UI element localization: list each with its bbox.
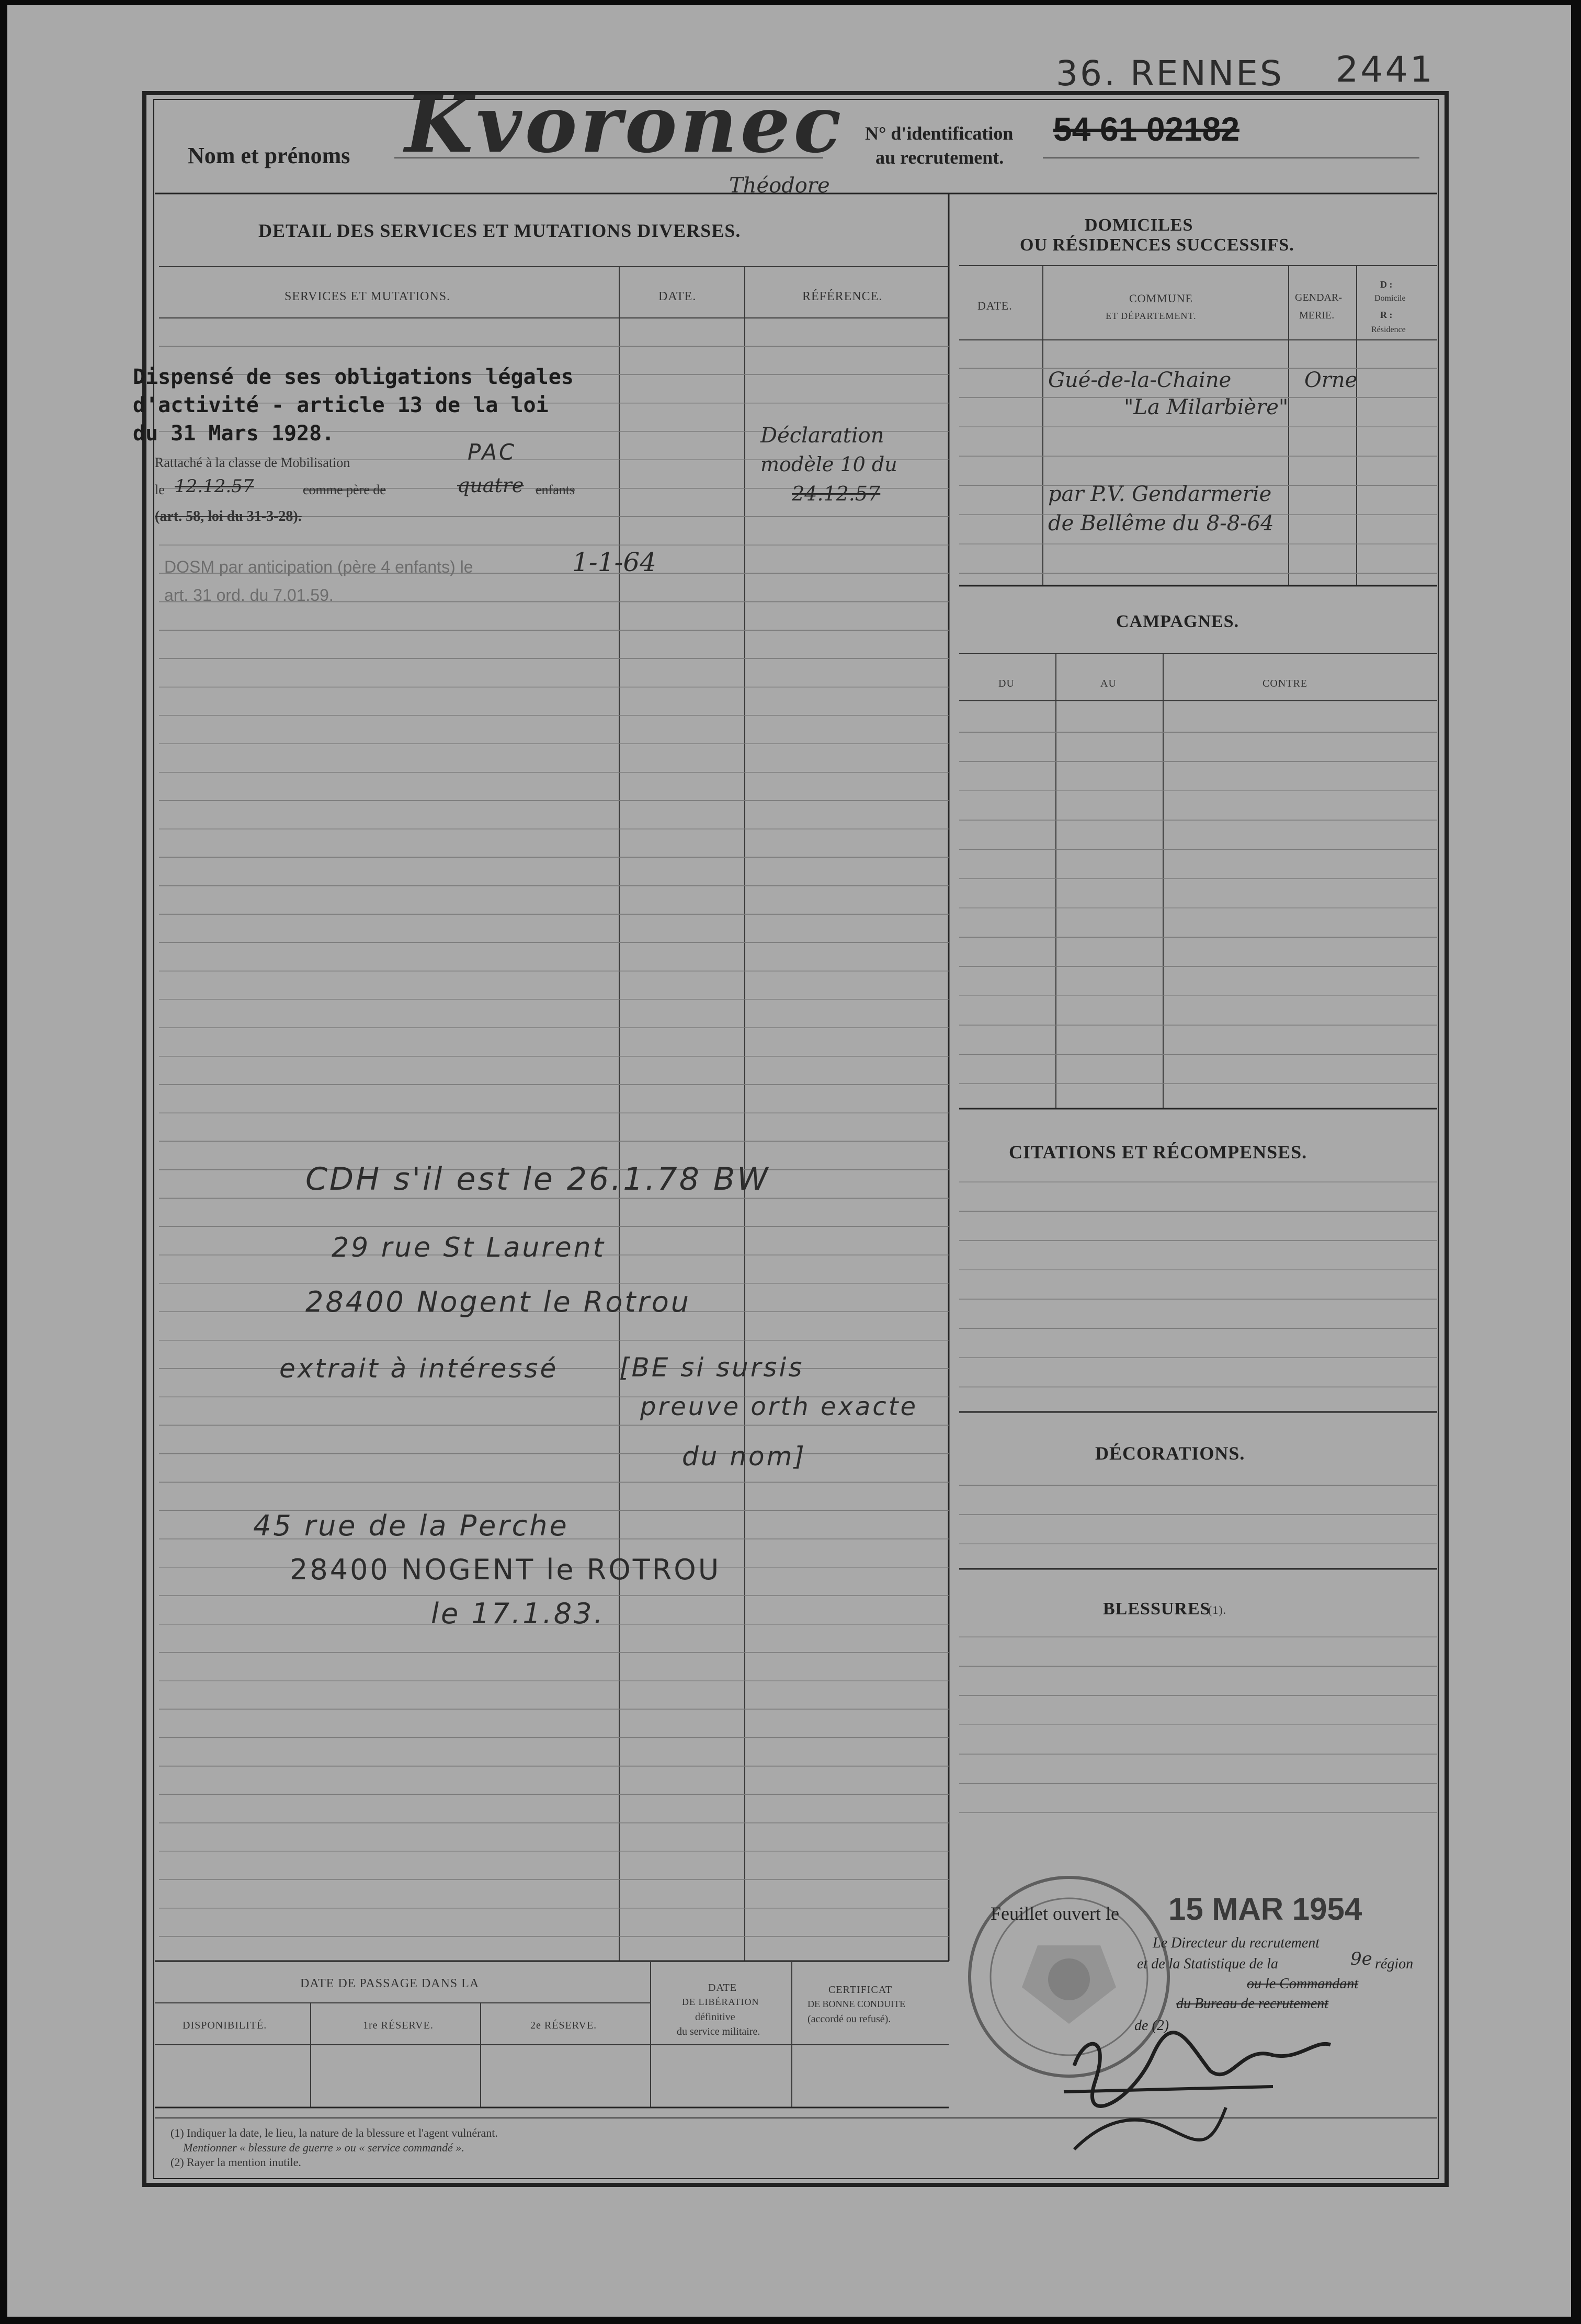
- feuillet-line-3: ou le Commandant: [1247, 1976, 1359, 1992]
- domicile-col-gend-1: GENDAR-: [1295, 292, 1342, 303]
- domicile-col-commune-2: ET DÉPARTEMENT.: [1106, 311, 1197, 321]
- footnote-1-cont: Mentionner « blessure de guerre » ou « service commandé ».: [183, 2141, 464, 2154]
- id-number-value: 54 61 02182: [1053, 110, 1239, 148]
- footer-col-liberation-4: du service militaire.: [677, 2026, 760, 2037]
- stamp-comme-pere: comme père de: [303, 482, 386, 497]
- blessures-note-mark: (1).: [1208, 1603, 1227, 1616]
- id-label-line-1: N° d'identification: [865, 123, 1014, 144]
- services-typed-line-3: du 31 Mars 1928.: [133, 421, 335, 446]
- campagnes-col-du: DU: [998, 678, 1015, 689]
- surname-value: Kvoronec: [405, 78, 845, 170]
- footer-col-liberation-3: définitive: [695, 2011, 735, 2023]
- note-extract: extrait à intéressé: [279, 1353, 559, 1384]
- reference-line-2: modèle 10 du: [760, 453, 897, 476]
- note-preuve: preuve orth exacte: [640, 1392, 918, 1421]
- feuillet-line-4: du Bureau de recrutement: [1176, 1996, 1329, 2012]
- date-col-header: DATE.: [658, 290, 697, 303]
- domicile-entry-4: de Bellême du 8-8-64: [1048, 511, 1274, 536]
- stamp-le-prefix: le: [155, 482, 165, 497]
- footer-col-certificat-3: (accordé ou refusé).: [807, 2013, 891, 2025]
- domiciles-title-1: DOMICILES: [1085, 215, 1193, 235]
- office-annotation: 36. RENNES: [1056, 53, 1284, 94]
- note-address-1: 29 rue St Laurent: [332, 1232, 606, 1263]
- note-address-3: 45 rue de la Perche: [253, 1509, 569, 1542]
- feuillet-line-5: de (2): [1134, 2018, 1169, 2034]
- name-label: Nom et prénoms: [188, 143, 350, 168]
- domicile-col-gend-2: MERIE.: [1299, 310, 1335, 321]
- note-address-2: 28400 Nogent le Rotrou: [305, 1285, 691, 1318]
- domiciles-title-2: OU RÉSIDENCES SUCCESSIFS.: [1020, 235, 1294, 255]
- blessures-title: BLESSURES: [1103, 1599, 1211, 1619]
- note-du-nom: du nom]: [682, 1441, 806, 1472]
- footer-col-disponibilite: DISPONIBILITÉ.: [183, 2020, 267, 2031]
- note-address-4: 28400 NOGENT le ROTROU: [290, 1553, 721, 1586]
- services-typed-line-1: Dispensé de ses obligations légales: [133, 365, 574, 389]
- domicile-col-date: DATE.: [977, 299, 1013, 312]
- footer-col-liberation-2: DE LIBÉRATION: [682, 1997, 759, 2007]
- footer-col-1re-reserve: 1re RÉSERVE.: [363, 2020, 434, 2031]
- dosm-date: 1-1-64: [572, 547, 657, 577]
- feuillet-line-1: Le Directeur du recrutement: [1153, 1935, 1320, 1951]
- services-title: DETAIL DES SERVICES ET MUTATIONS DIVERSES.: [258, 220, 741, 241]
- director-signature: [1053, 2024, 1346, 2181]
- form-ruling: [7, 5, 1571, 2317]
- citations-title: CITATIONS ET RÉCOMPENSES.: [1009, 1142, 1307, 1163]
- note-date: le 17.1.83.: [431, 1597, 605, 1630]
- note-cdh: CDH s'il est le 26.1.78 BW: [305, 1161, 770, 1198]
- decorations-title: DÉCORATIONS.: [1095, 1443, 1245, 1464]
- reference-col-header: RÉFÉRENCE.: [802, 290, 883, 303]
- dosm-stamp-line-2: art. 31 ord. du 7.01.59.: [164, 586, 334, 605]
- dosm-stamp-line-1: DOSM par anticipation (père 4 enfants) le: [164, 557, 473, 576]
- domicile-col-r: R :: [1380, 310, 1393, 320]
- file-number-annotation: 2441: [1336, 49, 1435, 90]
- stamp-enfants: enfants: [536, 482, 575, 497]
- reference-line-3: 24.12.57: [792, 482, 881, 505]
- reference-line-1: Déclaration: [760, 424, 884, 448]
- footer-col-liberation-1: DATE: [708, 1982, 737, 1993]
- campagnes-col-au: AU: [1100, 678, 1117, 689]
- feuillet-line-2: et de la Statistique de la: [1137, 1956, 1278, 1972]
- feuillet-region: 9e: [1350, 1949, 1372, 1969]
- domicile-entry-2: "La Milarbière": [1124, 395, 1289, 419]
- domicile-col-commune-1: COMMUNE: [1129, 292, 1193, 305]
- note-be-sursis: [BE si sursis: [619, 1352, 804, 1383]
- stamp-classe-label: Rattaché à la classe de Mobilisation: [155, 455, 350, 470]
- stamp-article: (art. 58, loi du 31-3-28).: [155, 508, 302, 525]
- campagnes-title: CAMPAGNES.: [1116, 612, 1239, 631]
- domicile-entry-1: Gué-de-la-Chaine: [1048, 368, 1232, 392]
- stamp-children-count: quatre: [457, 474, 524, 497]
- record-sheet: [7, 5, 1571, 2317]
- footer-col-certificat-1: CERTIFICAT: [828, 1984, 893, 1996]
- footnote-1: (1) Indiquer la date, le lieu, la nature de la blessure et l'agent vulnérant.: [170, 2126, 498, 2139]
- footnote-2: (2) Rayer la mention inutile.: [170, 2156, 301, 2169]
- domicile-col-d: D :: [1380, 279, 1393, 290]
- footer-table-title: DATE DE PASSAGE DANS LA: [300, 1977, 480, 1990]
- campagnes-col-contre: CONTRE: [1262, 678, 1307, 689]
- feuillet-opened-date: 15 MAR 1954: [1168, 1892, 1362, 1927]
- services-typed-line-2: d'activité - article 13 de la loi: [133, 393, 549, 417]
- services-col-header: SERVICES ET MUTATIONS.: [285, 290, 451, 303]
- stamp-le-date: 12.12.57: [175, 476, 254, 497]
- firstname-value: Théodore: [729, 174, 830, 198]
- domicile-entry-3: par P.V. Gendarmerie: [1048, 482, 1272, 506]
- feuillet-region-word: région: [1375, 1956, 1414, 1972]
- domicile-col-domicile: Domicile: [1374, 294, 1406, 303]
- domicile-entry-1-dept: Orne: [1304, 368, 1358, 392]
- footer-col-certificat-2: DE BONNE CONDUITE: [807, 1999, 905, 2009]
- footer-col-2e-reserve: 2e RÉSERVE.: [530, 2020, 597, 2031]
- id-label-line-2: au recrutement.: [875, 147, 1004, 168]
- stamp-classe-value: PAC: [468, 439, 517, 465]
- feuillet-opened-label: Feuillet ouvert le: [991, 1903, 1119, 1924]
- domicile-col-residence: Résidence: [1371, 325, 1406, 334]
